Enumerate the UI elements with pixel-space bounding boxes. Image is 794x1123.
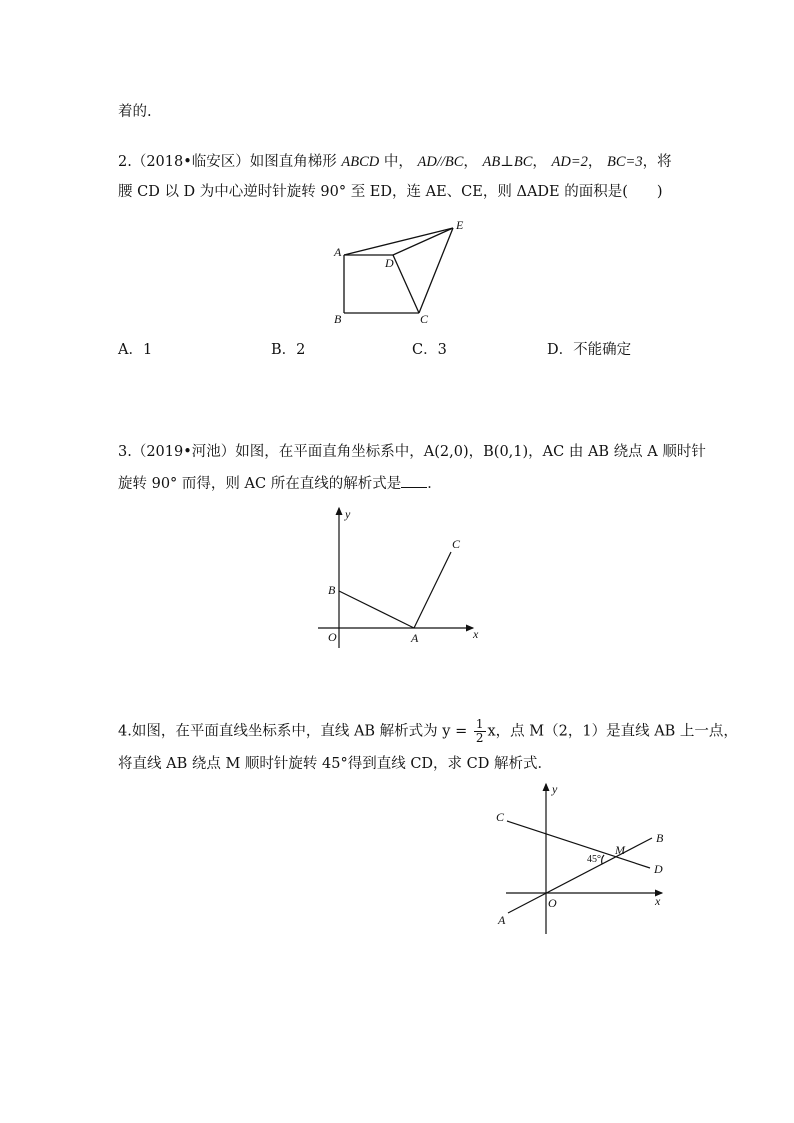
q3-answer-blank — [401, 475, 427, 488]
q4-line2: 将直线 AB 绕点 M 顺时针旋转 45°得到直线 CD，求 CD 解析式． — [118, 756, 552, 772]
q4-label-y: y — [552, 782, 558, 796]
q3-figure — [310, 502, 490, 656]
q4-line1-a: 4.如图，在平面直线坐标系中，直线 AB 解析式为 y = — [118, 723, 468, 740]
q2-option-d: D．不能确定 — [547, 342, 632, 358]
q4-label-b: B — [656, 831, 664, 845]
q2-label-c: C — [420, 312, 429, 326]
q2-line1-end: ，将 — [642, 154, 672, 170]
q3-label-y: y — [345, 507, 351, 521]
q2-label-a: A — [334, 245, 342, 259]
q4-label-x: x — [655, 894, 661, 908]
q4-fraction — [474, 718, 486, 745]
q3-label-c: C — [452, 537, 461, 551]
q4-label-d: D — [654, 862, 663, 876]
q4-angle-label: 45° — [587, 854, 601, 865]
q2-label-d: D — [385, 256, 394, 270]
q4-label-o: O — [548, 896, 557, 910]
q2-trapezoid-diagram — [325, 215, 485, 330]
q2-line1-a: 2.（2018•临安区）如图直角梯形 — [118, 154, 342, 170]
q4-line1 — [118, 718, 738, 745]
q3-line1: 3.（2019•河池）如图，在平面直角坐标系中，A(2,0)，B(0,1)，AC 由 AB 绕点 A 顺时针 — [118, 444, 706, 460]
q3-line2-b: ． — [427, 476, 442, 492]
q2-label-b: B — [334, 312, 342, 326]
q4-frac-num: 1 — [475, 717, 484, 731]
q2-option-c: C．3 — [412, 342, 447, 358]
q2-cond2: AB⊥BC — [482, 154, 533, 170]
q2-option-b: B．2 — [271, 342, 306, 358]
q2-figure — [325, 215, 485, 334]
q2-line1-b: ABCD — [341, 154, 380, 170]
q4-line1-b: x，点 M（2，1）是直线 AB 上一点， — [487, 723, 738, 740]
q2-option-a: A．1 — [118, 342, 153, 358]
q3-label-x: x — [473, 627, 479, 641]
q2-line2: 腰 CD 以 D 为中心逆时针旋转 90° 至 ED，连 AE、CE，则 ΔADE 的面积是( ) — [118, 184, 663, 200]
q4-figure — [490, 776, 680, 940]
q2-cond3: AD=2 — [551, 154, 588, 170]
q4-frac-den: 2 — [475, 731, 484, 745]
q3-line2 — [118, 472, 442, 493]
q4-label-m: M — [615, 843, 625, 857]
q3-label-a: A — [411, 631, 419, 645]
q4-label-a: A — [498, 913, 506, 927]
q3-coordinate-diagram — [310, 502, 490, 652]
q2-cond1: AD//BC — [417, 154, 464, 170]
q2-cond4: BC=3 — [607, 154, 643, 170]
q3-label-o: O — [328, 630, 337, 644]
q4-coordinate-diagram — [490, 776, 680, 936]
q3-line2-a: 旋转 90° 而得，则 AC 所在直线的解析式是 — [118, 476, 402, 492]
q2-line1-c: 中， — [379, 154, 413, 170]
q2-label-e: E — [456, 218, 464, 232]
intro-tail-text: 着的. — [118, 104, 152, 120]
q4-label-c: C — [496, 810, 505, 824]
q3-label-b: B — [328, 583, 336, 597]
q2-line1: 2.（2018•临安区）如图直角梯形 ABCD 中， AD//BC， AB⊥BC， AD=2， BC=3，将 — [118, 154, 672, 170]
